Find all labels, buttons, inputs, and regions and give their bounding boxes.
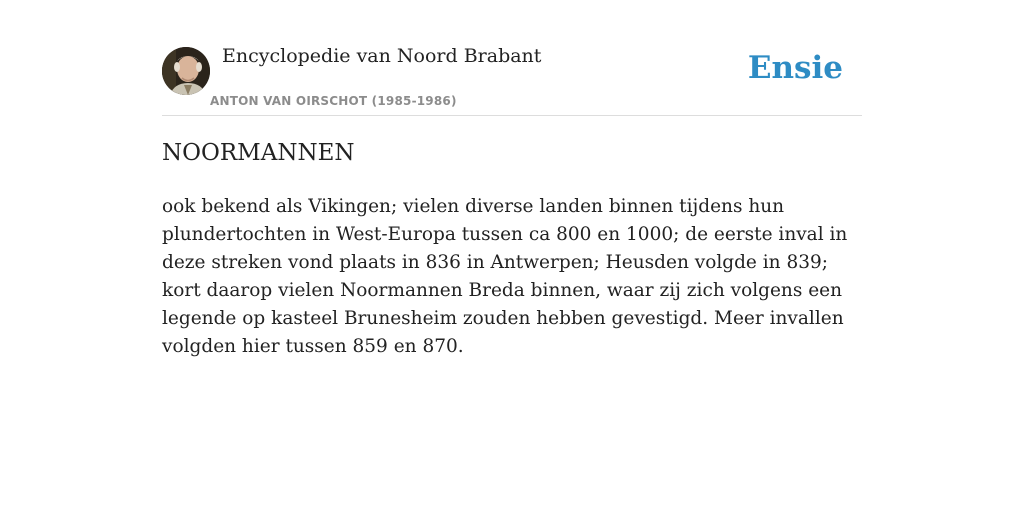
brand-logo[interactable]: Ensie <box>747 50 843 86</box>
entry-title: NOORMANNEN <box>162 140 355 166</box>
author-avatar[interactable] <box>162 47 210 95</box>
author-portrait-icon <box>162 47 210 95</box>
entry-body: ook bekend als Vikingen; vielen diverse landen binnen tijdens hun plundertochten in West-Europa tussen ca 800 en 1000; de eerste inval in deze streken vond plaats in 836 in Antwerpen; Heusden volgde in 839; kort daarop vielen Noormannen Breda binnen, waar zij zich volgens een legende op kasteel Brunesheim zouden hebben gevestigd. Meer invallen volgden hier tussen 859 en 870. <box>162 196 848 357</box>
author-name[interactable]: ANTON VAN OIRSCHOT (1985-1986) <box>210 94 457 108</box>
book-title[interactable]: Encyclopedie van Noord Brabant <box>222 45 542 67</box>
header-divider <box>162 115 862 116</box>
